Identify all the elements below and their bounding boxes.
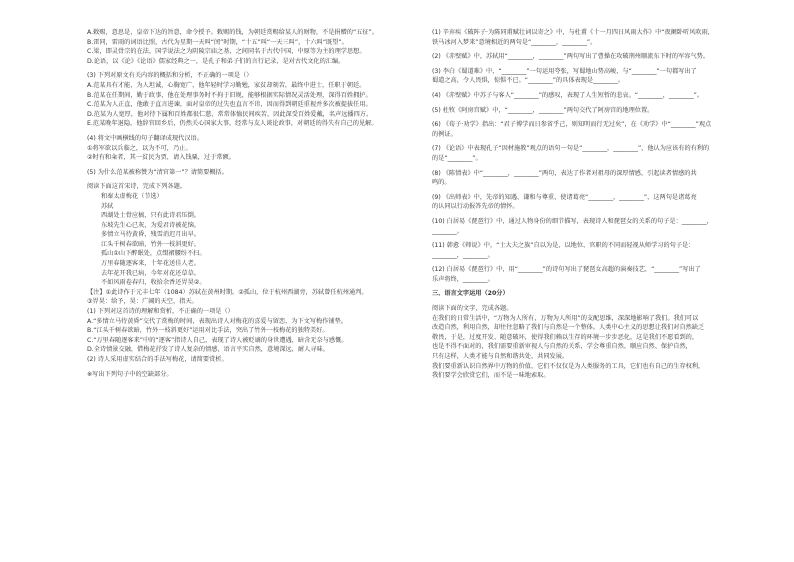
right-text-line: (5) 杜牧《阿房宫赋》中，“________，________”两句交代了阿房宫的地理位置。 <box>432 106 654 114</box>
left-text-line: (3) 下列对原文有关内容的概括和分析，不正确的一项是（） <box>87 72 253 80</box>
left-text-line: C.范某为人正直，他敢于直言进谏，面对皇帝的过失也直言不讳，因而得到朝廷重视并多次被提拔任用。 <box>87 101 372 109</box>
left-text-line: 不如风雨卷春归，收拾余香还畀昊②。 <box>101 279 206 287</box>
left-text-line: (4) 将文中画横线的句子翻译成现代汉语。 <box>87 134 203 142</box>
left-text-line: D.全诗情景交融，借梅花抒发了诗人复杂的情感，语言平实自然，意境深远，耐人寻味。 <box>87 346 329 354</box>
right-text-line: 鸣的。 <box>432 179 451 187</box>
left-text-line: B.范某在任期间，勤于政事，他在处理事务时不拘于旧规，能够根据实际情况灵活处理，深得百姓拥护。 <box>87 91 372 99</box>
right-text-line: 敬畏，于是，过度开发、随意破坏，使得我们赖以生存的环境一步步恶化，这是我们不愿看到的， <box>432 333 699 341</box>
right-text-line: (1) 辛弃疾《破阵子·为陈同甫赋壮词以寄之》中，与杜甫《十一月四日风雨大作》中“夜阑卧听风吹雨， <box>432 29 714 36</box>
left-text-line: A.“多情立马待黄昏”交代了赏梅的时间，表现出诗人对梅花的喜爱与留恋，为下文写梅作铺垫。 <box>87 317 347 325</box>
right-text-line: (2) 《赤壁赋》中，苏轼用“________，________”两句写出了曹操在攻破荆州顺流东下时的军容气势。 <box>432 53 710 61</box>
right-text-line: (4) 《赤壁赋》中苏子与客人“________”的感叹，表现了人生短暂的悲哀。“________，________”。 <box>432 91 704 99</box>
right-text-line: 在我们的日常生活中，“万物为人所有，万物为人所用”的支配思维，深深地影响了我们。我们可以 <box>432 314 699 322</box>
left-text-line: D.范某为人宽厚，他对待下属和百姓都很仁慈，常常体恤民间疾苦，因此深受百姓爱戴，名声远播四方。 <box>87 110 373 118</box>
right-text-line: (9) 《出师表》中，先帝的知遇、谦和与尊重，使诸葛亮“________，________”，这两句是诸葛亮 <box>432 193 697 201</box>
left-text-line: 江头千树春欲暗，竹外一枝斜更好。 <box>101 240 200 248</box>
right-column <box>432 28 772 381</box>
left-text-line: 万里春随逐客来，十年花送佳人老。 <box>101 260 200 268</box>
left-text-line: A.敕赐，意思是，皇帝下达的旨意，命令授予。敕赐的钱，为朝廷赏赐给某人的财物，不是捐赠的“五征”。 <box>87 29 378 36</box>
left-column <box>87 28 405 379</box>
left-text-line: 东坡先生心已灰，为爱君诗被花恼。 <box>101 221 200 229</box>
left-text-line: B.“江头千树春欲暗，竹外一枝斜更好”运用对比手法，突出了竹外一枝梅花的独特美好。 <box>87 327 329 335</box>
right-text-line: 阅读下面的文字，完成各题。 <box>432 305 513 313</box>
right-text-line: 的认同以行动报答先帝的情怀。 <box>432 203 519 211</box>
left-text-line: ※写出下列句子中的空缺部分。 <box>87 370 173 378</box>
left-text-line: 去年花开我已病，今年对花还草草。 <box>101 269 200 277</box>
left-text-line: 苏轼 <box>101 202 114 210</box>
right-text-line: 改造自然，利用自然，却往往忽略了我们与自然是一个整体。人类中心主义的思想让我们对自然缺乏 <box>432 324 705 332</box>
right-text-line: (10) 白居易《琵琶行》中，通过人物身份的细节描写，表现诗人和琵琶女的关系的句子是：________， <box>432 217 713 225</box>
right-text-line: 也是不得不面对的，我们需要重新审视人与自然的关系，学会尊重自然、顺应自然、保护自然， <box>432 343 692 351</box>
right-text-line: 蜀道之高，令人畏惧，惊惧不已。“________”的具体表现是________。 <box>432 77 625 85</box>
right-text-line: 我们要学会欣赏它们，而不是一味地索取。 <box>432 372 550 380</box>
left-text-line: B.雷同，雷雨的词语比照，古代为星期一天叫“闰”时期，“十五”叫“一天三叫”，十六叫“既望”。 <box>87 38 348 46</box>
right-text-line: 三、语言文字运用（20分） <box>432 290 509 298</box>
right-text-line: 的例证。 <box>432 130 457 138</box>
right-text-line: (7) 《论语》中表现孔子“因材施教”观点的语句一句是“________，________”，他认为应该有的有利的 <box>432 145 710 153</box>
right-text-line: 只有这样，人类才能与自然和谐共处，共同发展。 <box>432 353 569 361</box>
left-text-line: 多情立马待黄昏，残雪消迟月出早。 <box>101 231 200 239</box>
left-text-line: C.梁，即灵骨宗的在法，国学说法之为阴陵宗庙之基，之间同名于古代中国，中原等为主的理学思想。 <box>87 48 366 56</box>
right-text-line: (11) 韩愈《师说》中，“士大夫之族”自以为是，以地位、官职的不同而轻视从师学习的句子是： <box>432 242 695 250</box>
left-text-line: (1) 下列对这首诗的理解和赏析，不正确的一项是（） <box>87 308 234 316</box>
left-text-line: (2) 诗人采用虚实结合的手法写梅花，请简要赏析。 <box>87 356 228 363</box>
left-text-line: E.范某晚年退隐，他辞官回乡后，仍然关心国家大事，经常与友人谈论政事，对朝廷的得失有自己的见解。 <box>87 120 378 128</box>
right-text-line: 的是“________”。 <box>432 154 482 162</box>
right-text-line: 我们要重新认识自然界中万物的价值，它们不仅仅是为人类服务的工具，它们也有自己的生存权利， <box>432 362 705 370</box>
left-text-line: A.范某具有才能，为人坦诚，心胸宽广，他年轻时学习勤勉，家贫却刻苦，最终中进士，任职于朝廷。 <box>87 81 366 89</box>
left-text-line: ②时有和籴者，其一贫民为贾，请入钱粟，过于常额。 <box>87 154 235 162</box>
left-text-line: ③畀昊：给予，昊：广阔的天空，指天。 <box>87 298 198 306</box>
left-text-line: C.“万里春随逐客来”中的“逐客”指诗人自己，表现了诗人被贬谪的身世遭遇，暗含无奈与感慨。 <box>87 336 348 344</box>
right-text-line: 乐声将终，________。 <box>432 275 494 283</box>
left-text-line: 阅读下面这首宋诗，完成下列各题。 <box>87 183 186 191</box>
left-text-line: D.论语，以《论》《论语》儒家经典之一，是孔子和弟子们的言行记录，是对古代文化的汇编。 <box>87 57 345 65</box>
left-text-line: 孤山①山下醉眠处，点缀裙腰纷不扫。 <box>101 250 206 258</box>
right-text-line: (8) 《陈情表》中“________，________”两句，表达了作者对祖母的深厚情感，引起读者情感的共 <box>432 169 697 177</box>
left-text-line: 西湖处士骨应槁，只有此诗君压倒。 <box>101 212 200 220</box>
right-text-line: (3) 李白《蜀道难》中，“________”一句运用夸张，写蜀地山势高峻，与“________”一句都写出了 <box>432 67 697 75</box>
right-text-line: (6) 《荀子·劝学》指出：“君子博学而日参省乎己，则知明而行无过矣”，在《劝学》中“________”观点 <box>432 121 712 129</box>
left-text-line: 【注】①此诗作于元丰七年（1084）苏轼在黄州时期。②孤山，位于杭州西湖旁，苏轼曾任杭州通判。 <box>87 288 368 296</box>
right-text-line: (12) 白居易《琵琶行》中，用“________”的诗句写出了琵琶女高超的演奏技艺，“________”写出了 <box>432 266 701 274</box>
left-text-line: ①将军欲以兵临之，以为不可，乃止。 <box>87 144 192 152</box>
left-text-line: 和秦太虚梅花（节选） <box>101 192 163 200</box>
left-text-line: (5) 为什么范某被称赞为“清官第一”？请简要概括。 <box>87 168 228 176</box>
right-text-line: ________，________。 <box>432 251 494 259</box>
right-text-line: ________。 <box>432 227 463 235</box>
right-text-line: 铁马冰河入梦来”意境相近的两句是“________，________”。 <box>432 38 597 46</box>
